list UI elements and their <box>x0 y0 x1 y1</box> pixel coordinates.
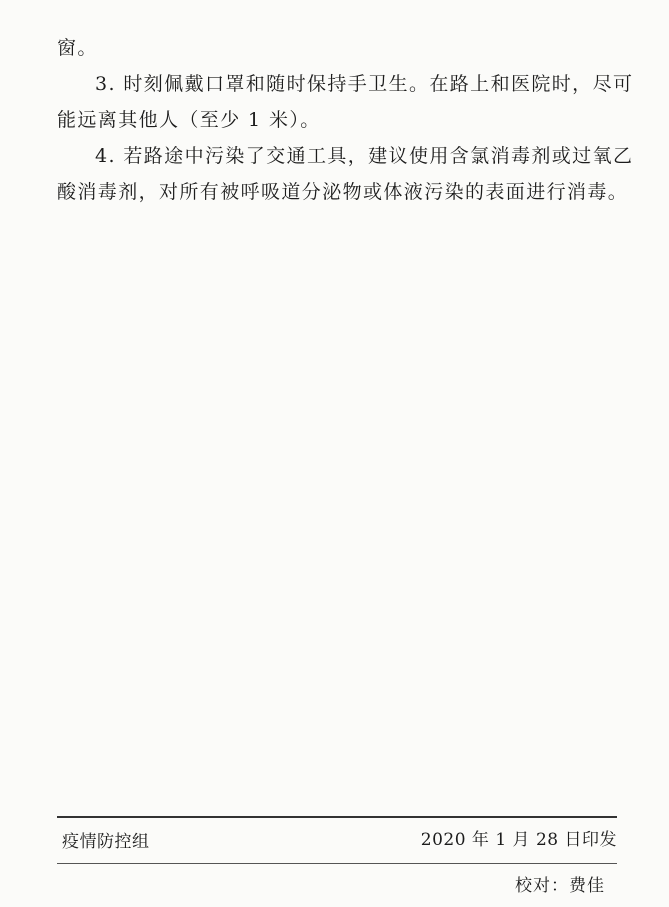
body-line-4: 4. 若路途中污染了交通工具，建议使用含氯消毒剂或过氧乙 <box>95 145 634 167</box>
body-line-5: 酸消毒剂，对所有被呼吸道分泌物或体液污染的表面进行消毒。 <box>57 181 629 203</box>
footer-divider-top <box>57 816 617 818</box>
document-body <box>57 30 634 210</box>
footer-issue-date: 2020 年 1 月 28 日印发 <box>420 830 617 850</box>
footer-divider-bottom <box>57 863 617 864</box>
body-line-3: 能远离其他人（至少 1 米）。 <box>57 109 321 131</box>
footer-proofreader: 校对：费佳 <box>515 876 605 896</box>
body-line-1: 窗。 <box>57 37 98 59</box>
body-line-2: 3. 时刻佩戴口罩和随时保持手卫生。在路上和医院时，尽可 <box>95 73 634 95</box>
footer-issuing-org: 疫情防控组 <box>62 832 150 852</box>
